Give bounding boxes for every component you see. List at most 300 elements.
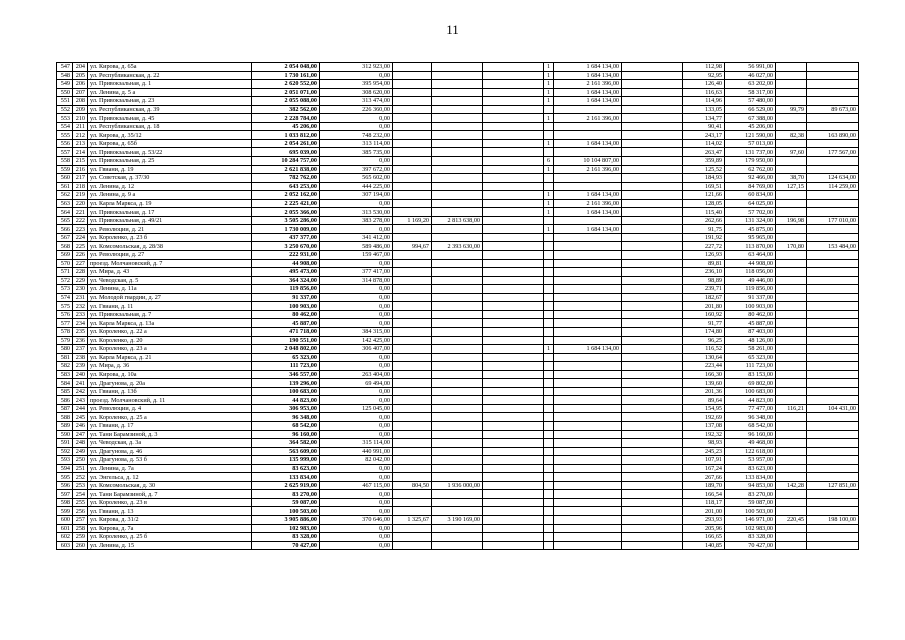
cell-empty-col [483, 268, 544, 277]
cell-address: ул. Кирова, д. 10а [88, 370, 252, 379]
cell-unit-cost: 263,47 [683, 148, 725, 157]
cell-cost-roof: 65 323,00 [725, 353, 776, 362]
cell-cost-lifts [554, 216, 622, 225]
cell-unit-cost-lift [393, 439, 432, 448]
cell-empty-col-2 [622, 387, 683, 396]
cell-lift-count [544, 473, 554, 482]
cell-cost-own-funds: 395 954,00 [320, 80, 393, 89]
cell-unit-cost-lift: 804,50 [393, 481, 432, 490]
cell-cost-lifts [554, 379, 622, 388]
cell-unit-cost: 130,64 [683, 353, 725, 362]
cell-cost-other [807, 139, 859, 148]
cell-unit-cost-2: 116,21 [776, 404, 807, 413]
cell-unit-cost: 192,32 [683, 430, 725, 439]
cell-total-cost: 100 903,00 [252, 302, 320, 311]
cell-cost-roof: 94 853,00 [725, 481, 776, 490]
cell-address: ул. Республиканская, д. 18 [88, 122, 252, 131]
table-row [57, 379, 859, 388]
cell-address: ул. Привокзальная, д. 7 [88, 310, 252, 319]
cell-cost-roof: 57 480,00 [725, 97, 776, 106]
cell-empty-col-2 [622, 413, 683, 422]
cell-total-cost: 10 284 757,00 [252, 157, 320, 166]
cell-total-cost: 135 999,00 [252, 456, 320, 465]
cell-lift-count [544, 524, 554, 533]
cell-cost-other [807, 71, 859, 80]
cell-cost-lifts [554, 430, 622, 439]
cell-address: ул. Тани Барамзиной, д. 7 [88, 490, 252, 499]
cell-empty-col-2 [622, 251, 683, 260]
cell-lift-count: 1 [544, 63, 554, 72]
cell-address: ул. Ленина, д. 9 а [88, 191, 252, 200]
cell-unit-cost-lift: 1 325,67 [393, 515, 432, 524]
cell-cost-roof: 100 503,00 [725, 507, 776, 516]
cell-item-number: 235 [73, 327, 88, 336]
cell-lift-count [544, 259, 554, 268]
cell-item-number: 241 [73, 379, 88, 388]
cell-cost-other [807, 533, 859, 542]
cell-unit-cost-lift [393, 524, 432, 533]
cell-cost-roof: 111 723,00 [725, 362, 776, 371]
cell-cost-lift [432, 182, 483, 191]
cell-item-number: 239 [73, 362, 88, 371]
table-row [57, 88, 859, 97]
cell-row-index: 587 [57, 404, 73, 413]
cell-cost-lifts [554, 353, 622, 362]
cell-empty-col-2 [622, 362, 683, 371]
cell-item-number: 234 [73, 319, 88, 328]
cell-cost-lift [432, 199, 483, 208]
cell-total-cost: 70 427,00 [252, 541, 320, 550]
cell-row-index: 574 [57, 293, 73, 302]
cell-total-cost: 1 730 009,00 [252, 225, 320, 234]
cell-total-cost: 471 718,00 [252, 327, 320, 336]
cell-unit-cost-2 [776, 387, 807, 396]
cell-cost-lifts [554, 524, 622, 533]
cell-row-index: 592 [57, 447, 73, 456]
cell-unit-cost-lift [393, 353, 432, 362]
cell-cost-own-funds: 0,00 [320, 533, 393, 542]
cell-empty-col-2 [622, 336, 683, 345]
cell-item-number: 213 [73, 139, 88, 148]
cell-row-index: 590 [57, 430, 73, 439]
cell-cost-lift [432, 157, 483, 166]
cell-cost-lift [432, 336, 483, 345]
cell-cost-roof: 53 957,00 [725, 456, 776, 465]
cell-empty-col [483, 396, 544, 405]
cell-lift-count: 1 [544, 208, 554, 217]
cell-address: ул. Республиканская, д. 22 [88, 71, 252, 80]
cell-empty-col-2 [622, 233, 683, 242]
cell-empty-col [483, 421, 544, 430]
cell-cost-own-funds: 377 417,00 [320, 268, 393, 277]
cell-cost-other [807, 88, 859, 97]
cell-row-index: 600 [57, 515, 73, 524]
cell-empty-col-2 [622, 71, 683, 80]
cell-cost-other [807, 268, 859, 277]
cell-item-number: 218 [73, 182, 88, 191]
cell-empty-col [483, 199, 544, 208]
cell-cost-lift [432, 122, 483, 131]
cell-unit-cost-lift [393, 97, 432, 106]
cell-cost-lifts [554, 268, 622, 277]
cell-unit-cost-lift [393, 498, 432, 507]
cell-lift-count [544, 456, 554, 465]
cell-cost-other: 163 890,00 [807, 131, 859, 140]
cell-unit-cost-2 [776, 507, 807, 516]
cell-unit-cost-2 [776, 447, 807, 456]
cell-cost-own-funds: 0,00 [320, 319, 393, 328]
cell-item-number: 205 [73, 71, 88, 80]
cell-unit-cost-lift [393, 63, 432, 72]
cell-address: проезд. Молчановский, д. 7 [88, 259, 252, 268]
cell-item-number: 223 [73, 225, 88, 234]
cell-cost-lifts [554, 387, 622, 396]
cell-cost-own-funds: 0,00 [320, 413, 393, 422]
cell-cost-lifts [554, 131, 622, 140]
cell-cost-lifts: 1 684 134,00 [554, 208, 622, 217]
cell-cost-other [807, 225, 859, 234]
cell-empty-col-2 [622, 498, 683, 507]
cell-cost-roof: 49 446,00 [725, 276, 776, 285]
cell-empty-col-2 [622, 439, 683, 448]
table-row [57, 319, 859, 328]
cell-unit-cost-2 [776, 71, 807, 80]
cell-address: ул. Кирова, д. 31/2 [88, 515, 252, 524]
cell-address: ул. Гвиани, д. 13б [88, 387, 252, 396]
cell-lift-count [544, 541, 554, 550]
table-row [57, 533, 859, 542]
cell-item-number: 226 [73, 251, 88, 260]
cell-cost-lift [432, 63, 483, 72]
cell-unit-cost-lift [393, 259, 432, 268]
cell-cost-lift [432, 114, 483, 123]
cell-cost-own-funds: 142 425,00 [320, 336, 393, 345]
cell-unit-cost: 92,95 [683, 71, 725, 80]
cell-cost-other [807, 541, 859, 550]
cell-address: ул. Привокзальная, д. 1 [88, 80, 252, 89]
cell-unit-cost: 116,63 [683, 88, 725, 97]
cell-row-index: 597 [57, 490, 73, 499]
cell-item-number: 255 [73, 498, 88, 507]
cell-cost-lifts: 1 684 134,00 [554, 225, 622, 234]
cell-unit-cost-lift [393, 122, 432, 131]
cell-cost-roof: 179 950,00 [725, 157, 776, 166]
cell-empty-col [483, 251, 544, 260]
cell-unit-cost-2: 170,80 [776, 242, 807, 251]
cell-cost-lift [432, 413, 483, 422]
cell-cost-own-funds: 307 194,00 [320, 191, 393, 200]
cell-cost-roof: 100 683,00 [725, 387, 776, 396]
cell-empty-col-2 [622, 345, 683, 354]
cell-cost-lifts: 2 161 396,00 [554, 199, 622, 208]
cell-cost-own-funds: 125 045,00 [320, 404, 393, 413]
cell-item-number: 251 [73, 464, 88, 473]
cell-cost-lifts [554, 174, 622, 183]
cell-unit-cost-2 [776, 541, 807, 550]
cell-cost-roof: 118 056,00 [725, 268, 776, 277]
cell-cost-lifts [554, 498, 622, 507]
cell-empty-col [483, 131, 544, 140]
cell-cost-lift [432, 439, 483, 448]
table-row [57, 165, 859, 174]
cell-address: ул. Короленко, д. 25 а [88, 413, 252, 422]
cell-item-number: 230 [73, 285, 88, 294]
table-row [57, 216, 859, 225]
cell-cost-other: 127 851,00 [807, 481, 859, 490]
cell-unit-cost-2: 82,38 [776, 131, 807, 140]
cell-total-cost: 222 931,00 [252, 251, 320, 260]
cell-unit-cost: 191,92 [683, 233, 725, 242]
cell-row-index: 594 [57, 464, 73, 473]
cell-total-cost: 1 730 161,00 [252, 71, 320, 80]
cell-cost-other [807, 302, 859, 311]
cell-cost-roof: 119 856,00 [725, 285, 776, 294]
cell-lift-count [544, 182, 554, 191]
table-row [57, 259, 859, 268]
cell-row-index: 577 [57, 319, 73, 328]
cell-cost-lifts [554, 447, 622, 456]
cell-cost-roof: 45 887,00 [725, 319, 776, 328]
cell-cost-roof: 96 348,00 [725, 413, 776, 422]
cell-unit-cost-2 [776, 498, 807, 507]
cell-item-number: 238 [73, 353, 88, 362]
cell-address: ул. Гвиани, д. 17 [88, 421, 252, 430]
cell-lift-count [544, 490, 554, 499]
cell-empty-col [483, 302, 544, 311]
cell-empty-col-2 [622, 259, 683, 268]
cell-cost-roof: 133 834,00 [725, 473, 776, 482]
cell-total-cost: 2 228 784,00 [252, 114, 320, 123]
cell-cost-lifts [554, 310, 622, 319]
cell-unit-cost: 293,93 [683, 515, 725, 524]
cell-empty-col [483, 490, 544, 499]
table-row [57, 327, 859, 336]
cell-cost-own-funds: 0,00 [320, 541, 393, 550]
cell-row-index: 568 [57, 242, 73, 251]
cell-cost-lift [432, 464, 483, 473]
cell-cost-other: 198 100,00 [807, 515, 859, 524]
cell-lift-count [544, 507, 554, 516]
cell-lift-count: 1 [544, 191, 554, 200]
cell-cost-lifts [554, 327, 622, 336]
cell-unit-cost: 166,65 [683, 533, 725, 542]
cell-address: ул. Привокзальная, д. 45 [88, 114, 252, 123]
cell-empty-col-2 [622, 481, 683, 490]
cell-address: ул. Короленко, д. 23 в [88, 498, 252, 507]
cell-address: проезд. Молчановский, д. 11 [88, 396, 252, 405]
cell-cost-own-funds: 263 404,00 [320, 370, 393, 379]
cell-row-index: 547 [57, 63, 73, 72]
cell-empty-col [483, 63, 544, 72]
cell-unit-cost-2 [776, 199, 807, 208]
cell-unit-cost: 262,66 [683, 216, 725, 225]
cell-unit-cost-lift [393, 447, 432, 456]
cell-address: ул. Комсомольская, д. 30 [88, 481, 252, 490]
cell-cost-roof: 83 328,00 [725, 533, 776, 542]
cell-cost-own-funds: 0,00 [320, 396, 393, 405]
cell-row-index: 601 [57, 524, 73, 533]
cell-unit-cost-2 [776, 293, 807, 302]
cell-address: ул. Чеводская, д. 3а [88, 439, 252, 448]
cell-cost-roof: 56 991,00 [725, 63, 776, 72]
cell-cost-lift [432, 88, 483, 97]
cell-lift-count [544, 370, 554, 379]
cell-unit-cost-lift [393, 105, 432, 114]
table-row [57, 63, 859, 72]
table-row [57, 276, 859, 285]
cell-empty-col [483, 327, 544, 336]
cell-cost-other [807, 208, 859, 217]
cell-cost-roof: 57 013,00 [725, 139, 776, 148]
cell-unit-cost: 160,92 [683, 310, 725, 319]
cell-cost-other: 124 634,00 [807, 174, 859, 183]
cell-address: ул. Привокзальная, д. 49/21 [88, 216, 252, 225]
cell-row-index: 572 [57, 276, 73, 285]
cell-cost-roof: 91 337,00 [725, 293, 776, 302]
cell-unit-cost-2 [776, 165, 807, 174]
cell-cost-other [807, 447, 859, 456]
cell-unit-cost: 169,51 [683, 182, 725, 191]
cell-unit-cost-lift [393, 533, 432, 542]
cell-cost-lifts: 1 684 134,00 [554, 345, 622, 354]
cell-unit-cost-lift [393, 507, 432, 516]
cell-empty-col [483, 404, 544, 413]
table-row [57, 481, 859, 490]
cell-row-index: 570 [57, 259, 73, 268]
cell-unit-cost: 115,40 [683, 208, 725, 217]
cell-cost-lifts: 2 161 396,00 [554, 80, 622, 89]
cell-empty-col [483, 122, 544, 131]
cell-unit-cost-lift [393, 370, 432, 379]
cell-row-index: 550 [57, 88, 73, 97]
cell-row-index: 596 [57, 481, 73, 490]
cell-cost-lift [432, 473, 483, 482]
cell-cost-own-funds: 306 407,00 [320, 345, 393, 354]
cell-unit-cost-2 [776, 439, 807, 448]
cell-item-number: 206 [73, 80, 88, 89]
cell-cost-other [807, 276, 859, 285]
cell-cost-roof: 67 388,00 [725, 114, 776, 123]
cell-cost-roof: 113 870,00 [725, 242, 776, 251]
cell-empty-col-2 [622, 507, 683, 516]
cell-total-cost: 68 542,00 [252, 421, 320, 430]
table-row [57, 413, 859, 422]
cell-empty-col-2 [622, 105, 683, 114]
cell-cost-own-funds: 341 412,00 [320, 233, 393, 242]
cell-cost-own-funds: 69 494,00 [320, 379, 393, 388]
cell-lift-count [544, 148, 554, 157]
cell-empty-col [483, 481, 544, 490]
cell-address: ул. Молодой гвардии, д. 27 [88, 293, 252, 302]
cell-cost-roof: 64 025,00 [725, 199, 776, 208]
cell-unit-cost-lift [393, 114, 432, 123]
cell-unit-cost-lift: 1 169,20 [393, 216, 432, 225]
cell-cost-roof: 122 618,00 [725, 447, 776, 456]
cell-address: ул. Советская, д. 37/30 [88, 174, 252, 183]
cell-address: ул. Привокзальная, д. 17 [88, 208, 252, 217]
cell-cost-lifts [554, 233, 622, 242]
cell-cost-lifts [554, 362, 622, 371]
cell-cost-lift [432, 251, 483, 260]
cell-unit-cost-2 [776, 122, 807, 131]
cell-cost-other [807, 490, 859, 499]
cell-cost-roof: 45 875,00 [725, 225, 776, 234]
cell-row-index: 581 [57, 353, 73, 362]
cell-unit-cost-lift [393, 182, 432, 191]
cell-lift-count [544, 362, 554, 371]
cell-total-cost: 59 087,00 [252, 498, 320, 507]
cell-lift-count [544, 122, 554, 131]
table-row [57, 421, 859, 430]
cell-address: ул. Ленина, д. 5 а [88, 88, 252, 97]
cell-row-index: 583 [57, 370, 73, 379]
cell-total-cost: 45 206,00 [252, 122, 320, 131]
cell-unit-cost: 89,64 [683, 396, 725, 405]
cell-cost-lift [432, 327, 483, 336]
cell-cost-roof: 58 317,00 [725, 88, 776, 97]
cell-item-number: 219 [73, 191, 88, 200]
cell-cost-lift [432, 139, 483, 148]
cell-unit-cost-2 [776, 353, 807, 362]
cell-cost-lift [432, 345, 483, 354]
cell-row-index: 564 [57, 208, 73, 217]
cell-unit-cost-lift [393, 251, 432, 260]
cell-address: ул. Драгунова, д. 46 [88, 447, 252, 456]
cell-unit-cost-lift [393, 285, 432, 294]
cell-address: ул. Энгельса, д. 12 [88, 473, 252, 482]
cell-cost-own-funds: 82 042,00 [320, 456, 393, 465]
table-row [57, 148, 859, 157]
cell-lift-count [544, 302, 554, 311]
cell-lift-count [544, 327, 554, 336]
cell-cost-other [807, 353, 859, 362]
cell-cost-own-funds: 385 735,00 [320, 148, 393, 157]
table-row [57, 182, 859, 191]
cell-row-index: 565 [57, 216, 73, 225]
cell-cost-own-funds: 0,00 [320, 430, 393, 439]
cell-total-cost: 2 048 802,00 [252, 345, 320, 354]
cell-empty-col-2 [622, 182, 683, 191]
cell-unit-cost: 126,93 [683, 251, 725, 260]
cell-unit-cost-lift [393, 71, 432, 80]
cell-unit-cost: 205,96 [683, 524, 725, 533]
cell-cost-other [807, 327, 859, 336]
cell-unit-cost-2 [776, 285, 807, 294]
cell-cost-lift [432, 268, 483, 277]
cell-lift-count: 1 [544, 199, 554, 208]
cell-address: ул. Республиканская, д. 39 [88, 105, 252, 114]
cell-empty-col-2 [622, 379, 683, 388]
cell-cost-lift [432, 507, 483, 516]
cell-row-index: 554 [57, 122, 73, 131]
cell-cost-lift [432, 541, 483, 550]
cell-cost-lifts [554, 242, 622, 251]
cell-cost-other: 114 259,00 [807, 182, 859, 191]
cell-unit-cost-lift [393, 336, 432, 345]
cell-cost-own-funds: 159 467,00 [320, 251, 393, 260]
cell-empty-col-2 [622, 139, 683, 148]
cell-address: ул. Тани Барамзиной, д. 3 [88, 430, 252, 439]
cell-empty-col [483, 174, 544, 183]
cell-unit-cost-lift [393, 268, 432, 277]
cell-total-cost: 96 160,00 [252, 430, 320, 439]
table-row [57, 507, 859, 516]
cell-lift-count [544, 404, 554, 413]
cell-row-index: 559 [57, 165, 73, 174]
cell-cost-own-funds: 0,00 [320, 387, 393, 396]
cell-cost-lifts: 1 684 134,00 [554, 63, 622, 72]
cell-total-cost: 382 562,00 [252, 105, 320, 114]
